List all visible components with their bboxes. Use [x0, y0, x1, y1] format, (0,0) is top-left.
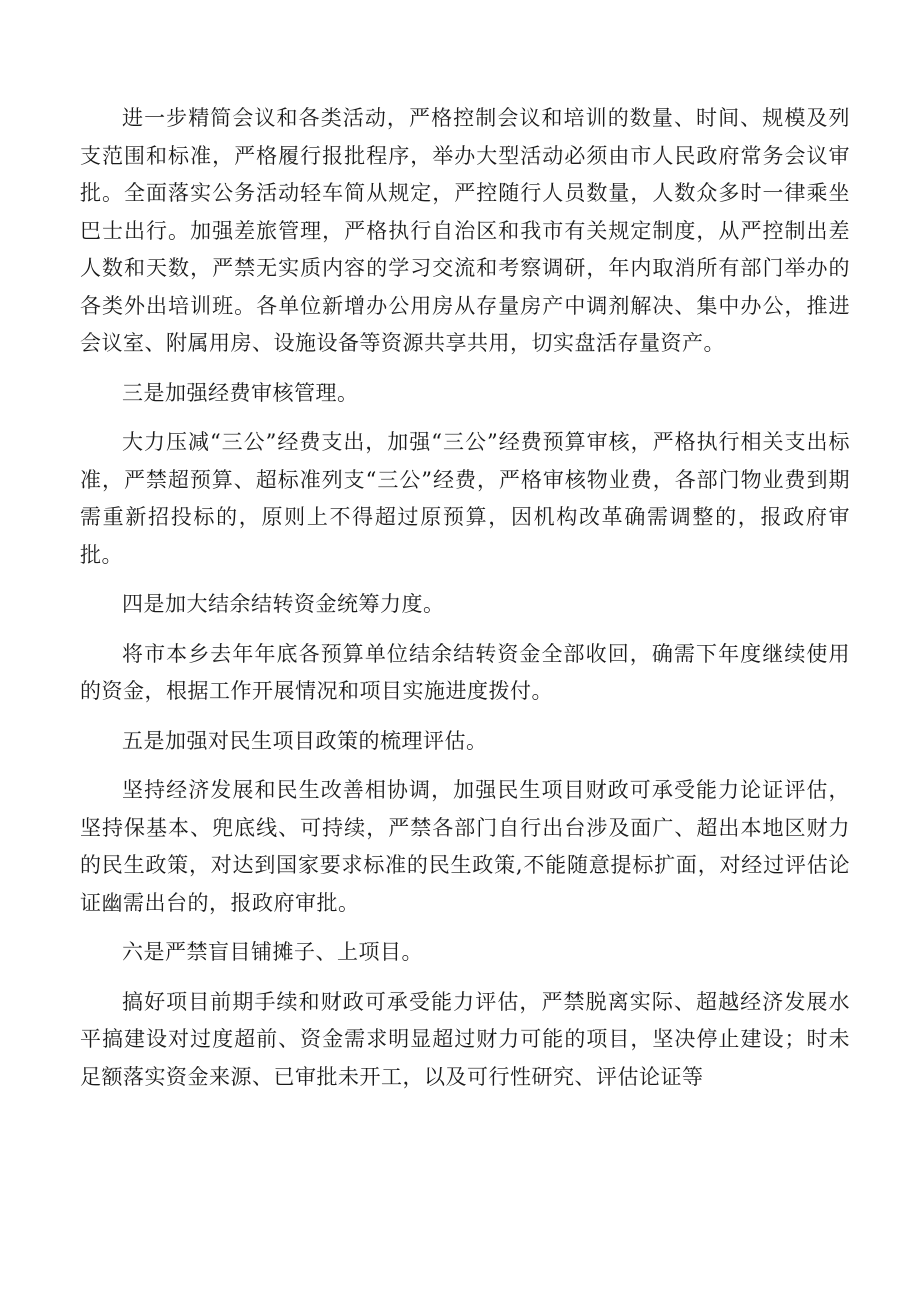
- section-heading-blind-projects: 六是严禁盲目铺摊子、上项目。: [122, 940, 423, 964]
- section-heading-expense-review: 三是加强经费审核管理。: [122, 380, 359, 405]
- section-heading-surplus-funds: 四是加大结余结转资金统筹力度。: [122, 592, 445, 616]
- section-heading-livelihood-policy: 五是加强对民生项目政策的梳理评估。: [122, 728, 488, 753]
- paragraph-livelihood-policy: 坚持经济发展和民生改善相协调，加强民生项目财政可承受能力论证评估，坚持保基本、兜底线、可持续，严禁各部门自行出台涉及面广、超出本地区财力的民生政策，对达到国家要求标准的民生政策,不能随意提标扩面，对经过评估论证幽需出台的，报政府审批。: [80, 778, 850, 915]
- paragraph-surplus-funds: 将市本乡去年年底各预算单位结余结转资金全部收回，确需下年度继续使用的资金，根据工作开展情况和项目实施进度拨付。: [80, 641, 850, 703]
- paragraph-blind-projects: 搞好项目前期手续和财政可承受能力评估，严禁脱离实际、超越经济发展水平搞建设对过度超前、资金需求明显超过财力可能的项目，坚决停止建设；时未足额落实资金来源、已审批未开工，以及可行性研究、评估论证等: [80, 989, 850, 1089]
- paragraph-three-public-expenses: 大力压减“三公”经费支出，加强“三公”经费预算审核，严格执行相关支出标准，严禁超预算、超标准列支“三公”经费，严格审核物业费，各部门物业费到期需重新招投标的，原则上不得超过原预算，因机构改革确需调整的，报政府审批。: [80, 430, 850, 567]
- paragraph-meeting-control: 进一步精简会议和各类活动，严格控制会议和培训的数量、时间、规模及列支范围和标准，严格履行报批程序，举办大型活动必须由市人民政府常务会议审批。全面落实公务活动轻车简从规定，严控随行人员数量，人数众多时一律乘坐巴士出行。加强差旅管理，严格执行自治区和我市有关规定制度，从严控制出差人数和天数，严禁无实质内容的学习交流和考察调研，年内取消所有部门举办的各类外出培训班。各单位新增办公用房从存量房产中调剂解决、集中办公，推进会议室、附属用房、设施设备等资源共享共用，切实盘活存量资产。: [80, 106, 850, 355]
- document-body: [80, 100, 850, 1096]
